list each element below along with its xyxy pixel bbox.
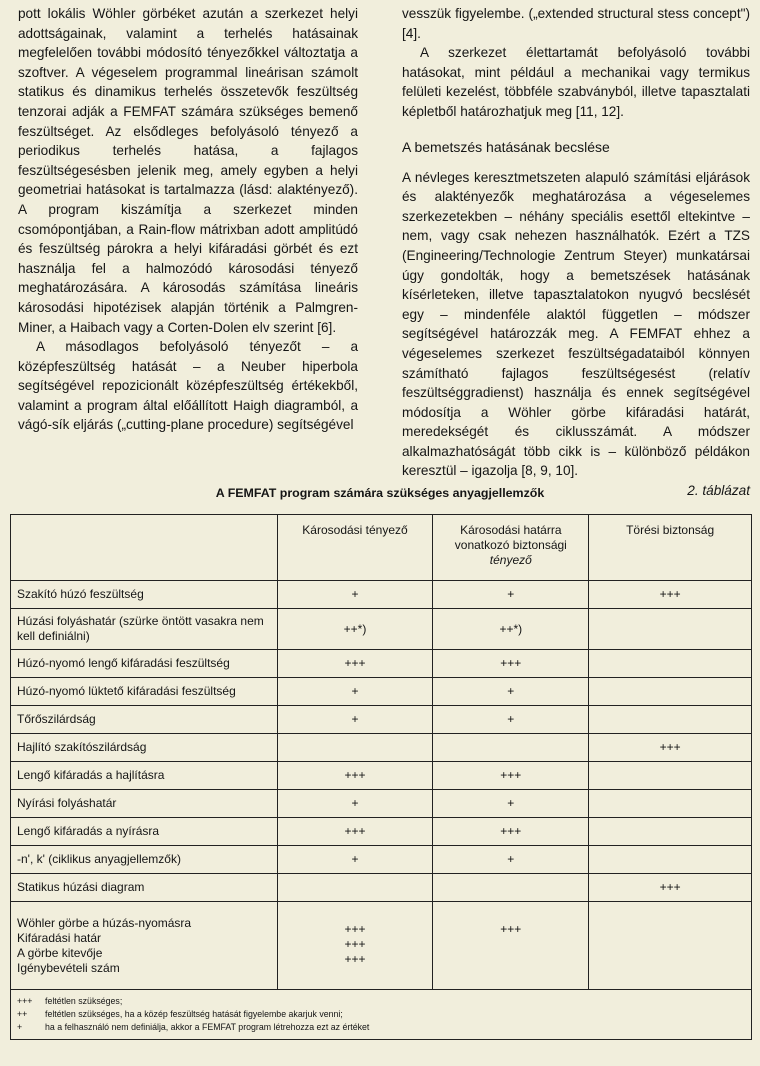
cell <box>589 706 752 734</box>
table-header-row <box>11 515 752 581</box>
cell: +++ <box>589 874 752 902</box>
cell-line: +++ <box>344 937 366 951</box>
legend-symbol: + <box>17 1022 23 1032</box>
left-paragraph-1: pott lokális Wöhler görbéket azután a szerkezet helyi adottságainak, valamint a terhelés hatásainak megfelelően további módosító tényezőkkel változtatja a szoftver. A végeselem programmal lineárisan számolt statikus és dinamikus terhelés összetevők feszültség tenzorai adják a FEMFAT számára szükséges bemenő feszültséget. Az elsődleges befolyásoló tényező a periodikus terhelés hatása, a fajlagos feszültségesésben jelenik meg, amely egyben a helyi geometriai hatásokat is tartalmazza (lásd: alaktényező). A program kiszámítja a szerkezet minden csomópontjában, a Rain-flow mátrixban adott amplitúdó és feszültség párokra a helyi kifáradási görbét és ezt használja fel a halmozódó károsodási tényező meghatározására. A károsodás számítása lineáris károsodási hipotézisek alapján történik a Palmgren-Miner, a Haibach vagy a Corten-Dolen elv szerint [6]. <box>18 6 358 335</box>
row-label: Statikus húzási diagram <box>11 874 278 902</box>
legend-symbol: ++ <box>17 1009 28 1019</box>
table-row <box>11 790 752 818</box>
table-legend-row <box>11 990 752 1040</box>
row-label: Húzó-nyomó lüktető kifáradási feszültség <box>11 678 278 706</box>
section-heading: A bemetszés hatásának becslése <box>402 138 610 155</box>
cell: ++*) <box>433 609 589 650</box>
cell: + <box>433 581 589 609</box>
cell <box>589 650 752 678</box>
table-row <box>11 734 752 762</box>
cell: + <box>277 678 433 706</box>
legend-item <box>17 995 745 1008</box>
legend-item <box>17 1021 745 1034</box>
cell <box>589 762 752 790</box>
cell: +++ <box>277 762 433 790</box>
cell <box>277 902 433 990</box>
header-cell <box>11 515 278 581</box>
cell <box>589 902 752 990</box>
cell: + <box>433 706 589 734</box>
right-paragraph-1: vesszük figyelembe. („extended structural stess concept") [4]. <box>402 6 750 41</box>
header-cell: Törési biztonság <box>589 515 752 581</box>
cell: +++ <box>433 818 589 846</box>
cell: + <box>277 581 433 609</box>
row-label: Hajlító szakítószilárdság <box>11 734 278 762</box>
cell: +++ <box>589 734 752 762</box>
cell: ++*) <box>277 609 433 650</box>
table-row <box>11 818 752 846</box>
row-label: Húzó-nyomó lengő kifáradási feszültség <box>11 650 278 678</box>
cell <box>589 609 752 650</box>
row-label-line: Wöhler görbe a húzás-nyomásra <box>17 915 192 930</box>
legend-text: feltétlen szükséges; <box>45 996 123 1006</box>
row-label: Szakító húzó feszültség <box>11 581 278 609</box>
header-cell: Károsodási tényező <box>277 515 433 581</box>
material-properties-table <box>10 514 752 1040</box>
table-number: 2. táblázat <box>687 483 750 499</box>
table-row <box>11 762 752 790</box>
table-row <box>11 581 752 609</box>
legend-cell <box>11 990 752 1040</box>
cell: + <box>277 790 433 818</box>
cell: +++ <box>433 902 589 990</box>
header-cell: Károsodási határra vonatkozó biztonsági tényező <box>433 515 589 581</box>
row-label <box>11 902 278 990</box>
table-row <box>11 650 752 678</box>
table-row <box>11 609 752 650</box>
cell <box>589 790 752 818</box>
row-label: Lengő kifáradás a nyírásra <box>11 818 278 846</box>
cell <box>589 846 752 874</box>
cell-line: +++ <box>344 922 366 936</box>
cell-line: +++ <box>344 952 366 966</box>
cell <box>589 818 752 846</box>
legend-text: ha a felhasználó nem definiálja, akkor a FEMFAT program létrehozza ezt az értéket <box>45 1022 370 1032</box>
cell: + <box>277 846 433 874</box>
table-row <box>11 846 752 874</box>
row-label: Nyírási folyáshatár <box>11 790 278 818</box>
table-row <box>11 706 752 734</box>
row-label: -n', k' (ciklikus anyagjellemzők) <box>11 846 278 874</box>
cell <box>433 734 589 762</box>
row-label: Tőrőszilárdság <box>11 706 278 734</box>
row-label-line: A görbe kitevője <box>17 945 103 960</box>
row-label: Húzási folyáshatár (szürke öntött vasakra nem kell definiálni) <box>11 609 278 650</box>
cell <box>277 734 433 762</box>
right-paragraph-2: A szerkezet élettartamát befolyásoló további hatásokat, mint például a mechanikai vagy termikus felületi kezelést, többféle szabványból, illetve tapasztalati képletből határozhatjuk meg [11, 12]. <box>402 45 750 119</box>
table-row <box>11 874 752 902</box>
cell: +++ <box>277 818 433 846</box>
cell <box>433 874 589 902</box>
cell: +++ <box>277 650 433 678</box>
right-paragraph-3: A névleges keresztmetszeten alapuló számítási eljárások és alaktényezők meghatározása a végeselemes szerkezetekben – néhány speciális esettől eltekintve – nem, vagy csak nehezen használhatók. Ezért a TZS (Engineering/Technologie Zentrum Steyer) munkatársai úgy gondolták, hogy a bemetszések hatásának kísérleteken, illetve tapasztalatokon nyugvó becslését egy – mindenféle alaktól független – módszer segítségével határozzák meg. A FEMFAT ehhez a végeselemes szerkezet feszültségadataiból könnyen számítható fajlagos feszültségesést (relatív feszültséggradienst) használja és ennek segítségével módosítja a Wöhler görbe kifáradási határát, meredekségét és ciklusszámát. A módszer alkalmazhatóságát több cikk is – különböző példákon keresztül – igazolja [8, 9, 10]. <box>402 169 750 479</box>
cell <box>277 874 433 902</box>
table-row <box>11 902 752 990</box>
cell <box>589 678 752 706</box>
row-label-line: Igénybevételi szám <box>17 960 120 975</box>
cell: +++ <box>433 650 589 678</box>
row-label: Lengő kifáradás a hajlításra <box>11 762 278 790</box>
cell: +++ <box>589 581 752 609</box>
cell: + <box>433 678 589 706</box>
cell: + <box>433 790 589 818</box>
table-title: A FEMFAT program számára szükséges anyagjellemzők <box>215 486 545 500</box>
cell: +++ <box>433 762 589 790</box>
left-paragraph-2: A másodlagos befolyásoló tényezőt – a középfeszültség hatását – a Neuber hiperbola segítségével repozicionált középfeszültség értékekből, valamint a program által előállított Haigh diagramból, a vágó-sík eljárás („cutting-plane procedure) segítségével <box>18 339 358 433</box>
table-row <box>11 678 752 706</box>
legend-text: feltétlen szükséges, ha a közép feszültség hatását figyelembe akarjuk venni; <box>45 1009 343 1019</box>
right-text-column <box>402 4 750 501</box>
row-label-line: Kifáradási határ <box>17 930 102 945</box>
cell: + <box>277 706 433 734</box>
legend-symbol: +++ <box>17 996 33 1006</box>
cell: + <box>433 846 589 874</box>
left-text-column <box>18 4 358 435</box>
legend-item <box>17 1008 745 1021</box>
